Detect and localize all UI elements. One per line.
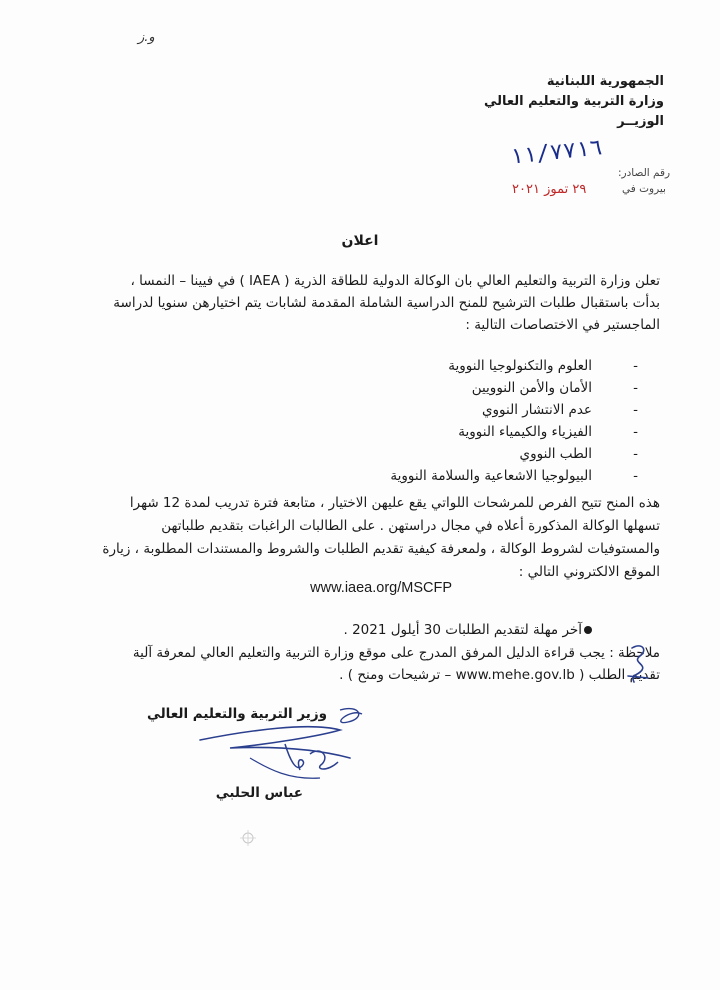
specializations-list xyxy=(292,355,638,487)
document-initials: و.ز xyxy=(138,30,155,45)
list-item: - العلوم والتكنولوجيا النووية xyxy=(292,355,592,377)
letterhead-country: الجمهورية اللبنانية xyxy=(546,74,664,89)
list-dash: - xyxy=(633,402,638,418)
reference-number-label: رقم الصادر: xyxy=(618,167,671,179)
issue-date-label: بيروت في xyxy=(622,183,666,195)
list-item: - الفيزياء والكيمياء النووية xyxy=(292,421,592,443)
minister-title: وزير التربية والتعليم العالي xyxy=(146,706,327,722)
handwritten-initial-icon xyxy=(622,640,658,690)
letterhead-ministry: وزارة التربية والتعليم العالي xyxy=(483,94,664,109)
letterhead-minister: الوزيــر xyxy=(617,114,664,129)
intro-paragraph: تعلن وزارة التربية والتعليم العالي بان الوكالة الدولية للطاقة الذرية ( IAEA ) في فيينا – النمسا ، بدأت باستقبال طلبات الترشيح للمنح الدراسية الشاملة المقدمة لشابات يتم اختيارهن سنويا لدراسة الماجستير في الاختصاصات التالية : xyxy=(113,273,660,333)
stamp-smudge-icon xyxy=(236,826,260,850)
list-item: - البيولوجيا الاشعاعية والسلامة النووية xyxy=(292,465,592,487)
issue-date-handwritten: ٢٩ تموز ٢٠٢١ xyxy=(512,182,587,197)
list-dash: - xyxy=(633,446,638,462)
list-dash: - xyxy=(633,468,638,484)
letterhead xyxy=(364,72,664,132)
bullet-icon xyxy=(584,626,592,634)
list-item: - عدم الانتشار النووي xyxy=(292,399,592,421)
list-dash: - xyxy=(633,424,638,440)
note-paragraph: ملاحظة : يجب قراءة الدليل المرفق المدرج على موقع وزارة التربية والتعليم العالي لمعرفة آلية تقديم الطلب ( www.mehe.gov.lb – ترشيحات ومنح ) . xyxy=(132,645,660,683)
announcement-title: اعلان xyxy=(341,233,379,249)
list-item: - الطب النووي xyxy=(292,443,592,465)
minister-name: عباس الحلبي xyxy=(215,785,303,801)
details-paragraph: هذه المنح تتيح الفرص للمرشحات اللواتي يقع عليهن الاختيار ، متابعة فترة تدريب لمدة 12 شهرا تسهلها الوكالة المذكورة أعلاه في مجال دراستهن . على الطالبات الراغبات بتقديم طلباتهن والمستوفيات لشروط الوكالة ، ولمعرفة كيفية تقديم الطلبات والشروط والمستندات المطلوبة ، زيارة الموقع الالكتروني التالي : xyxy=(102,495,660,580)
list-dash: - xyxy=(633,380,638,396)
list-dash: - xyxy=(633,358,638,374)
list-item: - الأمان والأمن النوويين xyxy=(292,377,592,399)
website-link[interactable]: www.iaea.org/MSCFP xyxy=(310,580,452,596)
deadline-text: آخر مهلة لتقديم الطلبات 30 أيلول 2021 . xyxy=(343,622,582,638)
reference-number-handwritten: ١١/٧٧١٦ xyxy=(508,135,604,170)
